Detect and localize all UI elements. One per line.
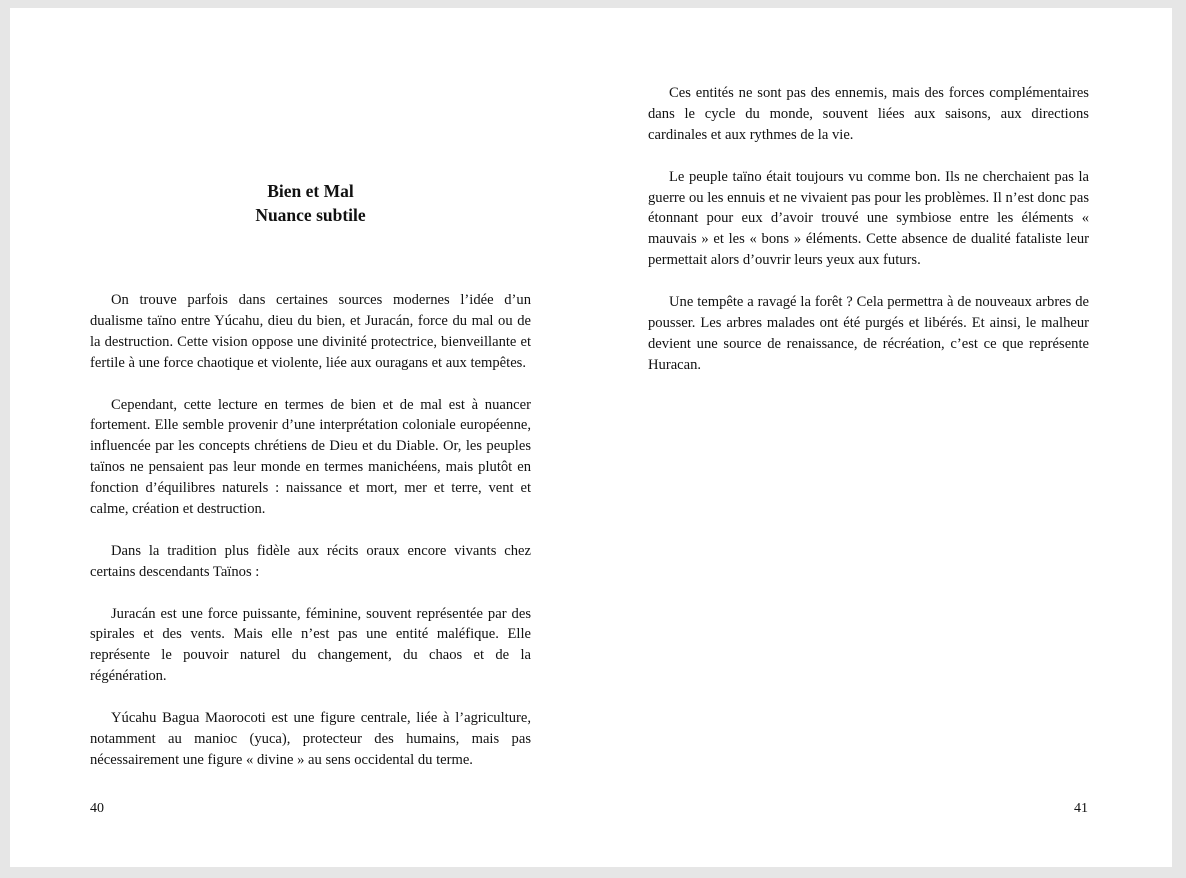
chapter-title — [90, 179, 531, 227]
chapter-title-line-1: Bien et Mal — [267, 181, 354, 201]
page-number-right: 41 — [1074, 801, 1088, 816]
paragraph: Dans la tradition plus fidèle aux récits oraux encore vivants chez certains descendants Taïnos : — [90, 542, 531, 580]
right-page-body — [648, 83, 1089, 397]
paragraph: Cependant, cette lecture en termes de bien et de mal est à nuancer fortement. Elle semble provenir d’une interprétation coloniale européenne, influencée par les concepts chrétiens de Dieu et du Diable. Or, les peuples taïnos ne pensaient pas leur monde en termes manichéens, mais plutôt en fonction d’équilibres naturels : naissance et mort, mer et terre, vent et calme, création et destruction. — [90, 396, 531, 518]
left-page-body — [90, 290, 531, 792]
paragraph: Le peuple taïno était toujours vu comme bon. Ils ne cherchaient pas la guerre ou les ennuis et ne vivaient pas pour les problèmes. Il n’est donc pas étonnant pour eux d’avoir trouvé une symbiose entre les éléments « mauvais » et les « bons » éléments. Cette absence de dualité fataliste leur permettait alors d’ouvrir leurs yeux aux futurs. — [648, 168, 1089, 269]
paragraph: Ces entités ne sont pas des ennemis, mais des forces complémentaires dans le cycle du monde, souvent liées aux saisons, aux directions cardinales et aux rythmes de la vie. — [648, 85, 1089, 143]
paragraph: Juracán est une force puissante, féminine, souvent représentée par des spirales et des vents. Mais elle n’est pas une entité maléfique. Elle représente le pouvoir naturel du changement, du chaos et de la régénération. — [90, 605, 531, 685]
paragraph: Une tempête a ravagé la forêt ? Cela permettra à de nouveaux arbres de pousser. Les arbres malades ont été purgés et libérés. Et ainsi, le malheur devient une source de renaissance, de récréation, c’est ce que représente Huracan. — [648, 294, 1089, 373]
page-number-left: 40 — [90, 801, 104, 816]
paragraph: On trouve parfois dans certaines sources modernes l’idée d’un dualisme taïno entre Yúcahu, dieu du bien, et Juracán, force du mal ou de la destruction. Cette vision oppose une divinité protectrice, bienveillante et fertile à une force chaotique et violente, liée aux ouragans et aux tempêtes. — [90, 292, 531, 371]
chapter-title-line-2: Nuance subtile — [255, 205, 366, 225]
paragraph: Yúcahu Bagua Maorocoti est une figure centrale, liée à l’agriculture, notamment au manioc (yuca), protecteur des humains, mais pas nécessairement une figure « divine » au sens occidental du terme. — [90, 710, 531, 768]
